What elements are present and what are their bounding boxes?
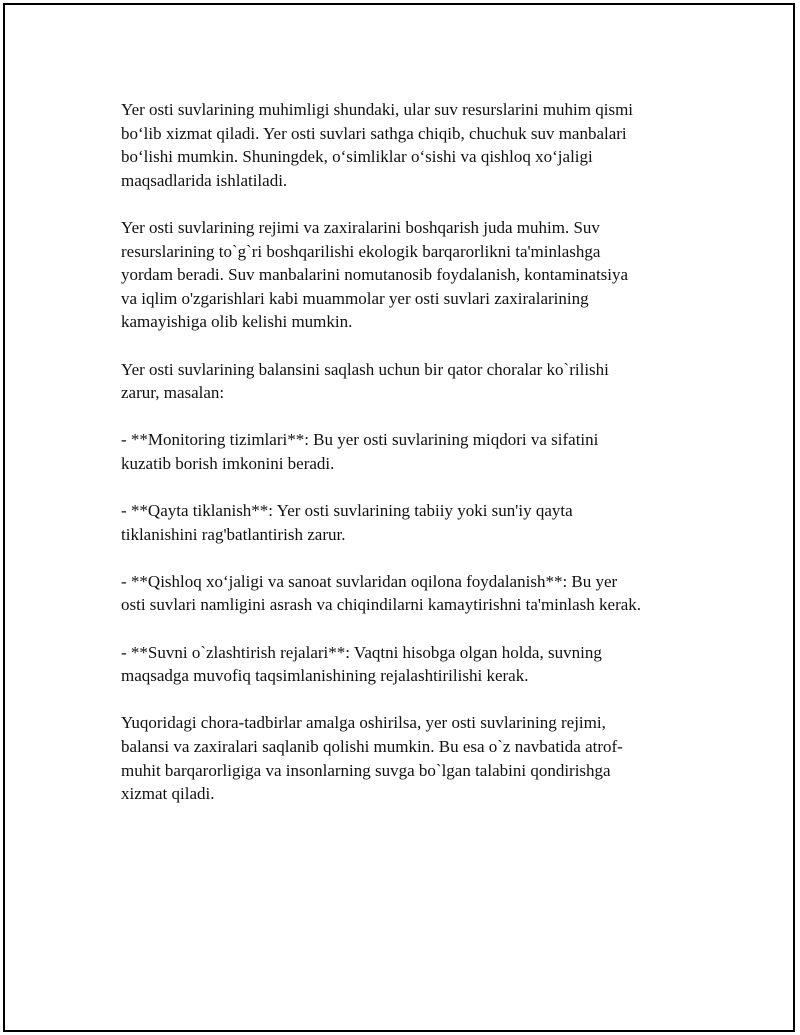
paragraph-conclusion: Yuqoridagi chora-tadbirlar amalga oshirilsa, yer osti suvlarining rejimi, balansi va zaxiralari saqlanib qolishi mumkin. Bu esa o`z navbatida atrof- muhit barqarorligiga va insonlarning suvga bo`lgan talabini qondirishga xizmat qiladi. [121, 713, 623, 804]
document-body [121, 98, 701, 829]
paragraph-2: Yer osti suvlarining rejimi va zaxiralarini boshqarish juda muhim. Suv resurslarining to`g`ri boshqarilishi ekologik barqarorlikni ta'minlashga yordam beradi. Suv manbalarini nomutanosib foydalanish, kontaminatsiya va iqlim o'zgarishlari kabi muammolar yer osti suvlari zaxiralarining kamayishiga olib kelishi mumkin. [121, 217, 629, 332]
list-item-planning: - **Suvni o`zlashtirish rejalari**: Vaqtni hisobga olgan holda, suvning maqsadga muvofiq taqsimlanishining rejalashtirilishi kerak. [121, 642, 602, 686]
paragraph-3: Yer osti suvlarining balansini saqlash uchun bir qator choralar ko`rilishi zarur, masalan: [121, 359, 609, 403]
list-item-agriculture: - **Qishloq xo‘jaligi va sanoat suvlaridan oqilona foydalanish**: Bu yer osti suvlari namligini asrash va chiqindilarni kamaytirishni ta'minlash kerak. [121, 571, 642, 615]
list-item-monitoring: - **Monitoring tizimlari**: Bu yer osti suvlarining miqdori va sifatini kuzatib borish imkonini beradi. [121, 430, 599, 473]
list-item-recharge: - **Qayta tiklanish**: Yer osti suvlarining tabiiy yoki sun'iy qayta tiklanishini rag'batlantirish zarur. [121, 501, 573, 544]
page-frame [3, 3, 795, 1032]
paragraph-1: Yer osti suvlarining muhimligi shundaki, ular suv resurslarini muhim qismi bo‘lib xizmat qiladi. Yer osti suvlari sathga chiqib, chuchuk suv manbalari bo‘lishi mumkin. Shuningdek, o‘simliklar o‘sishi va qishloq xo‘jaligi maqsadlarida ishlatiladi. [121, 100, 634, 190]
